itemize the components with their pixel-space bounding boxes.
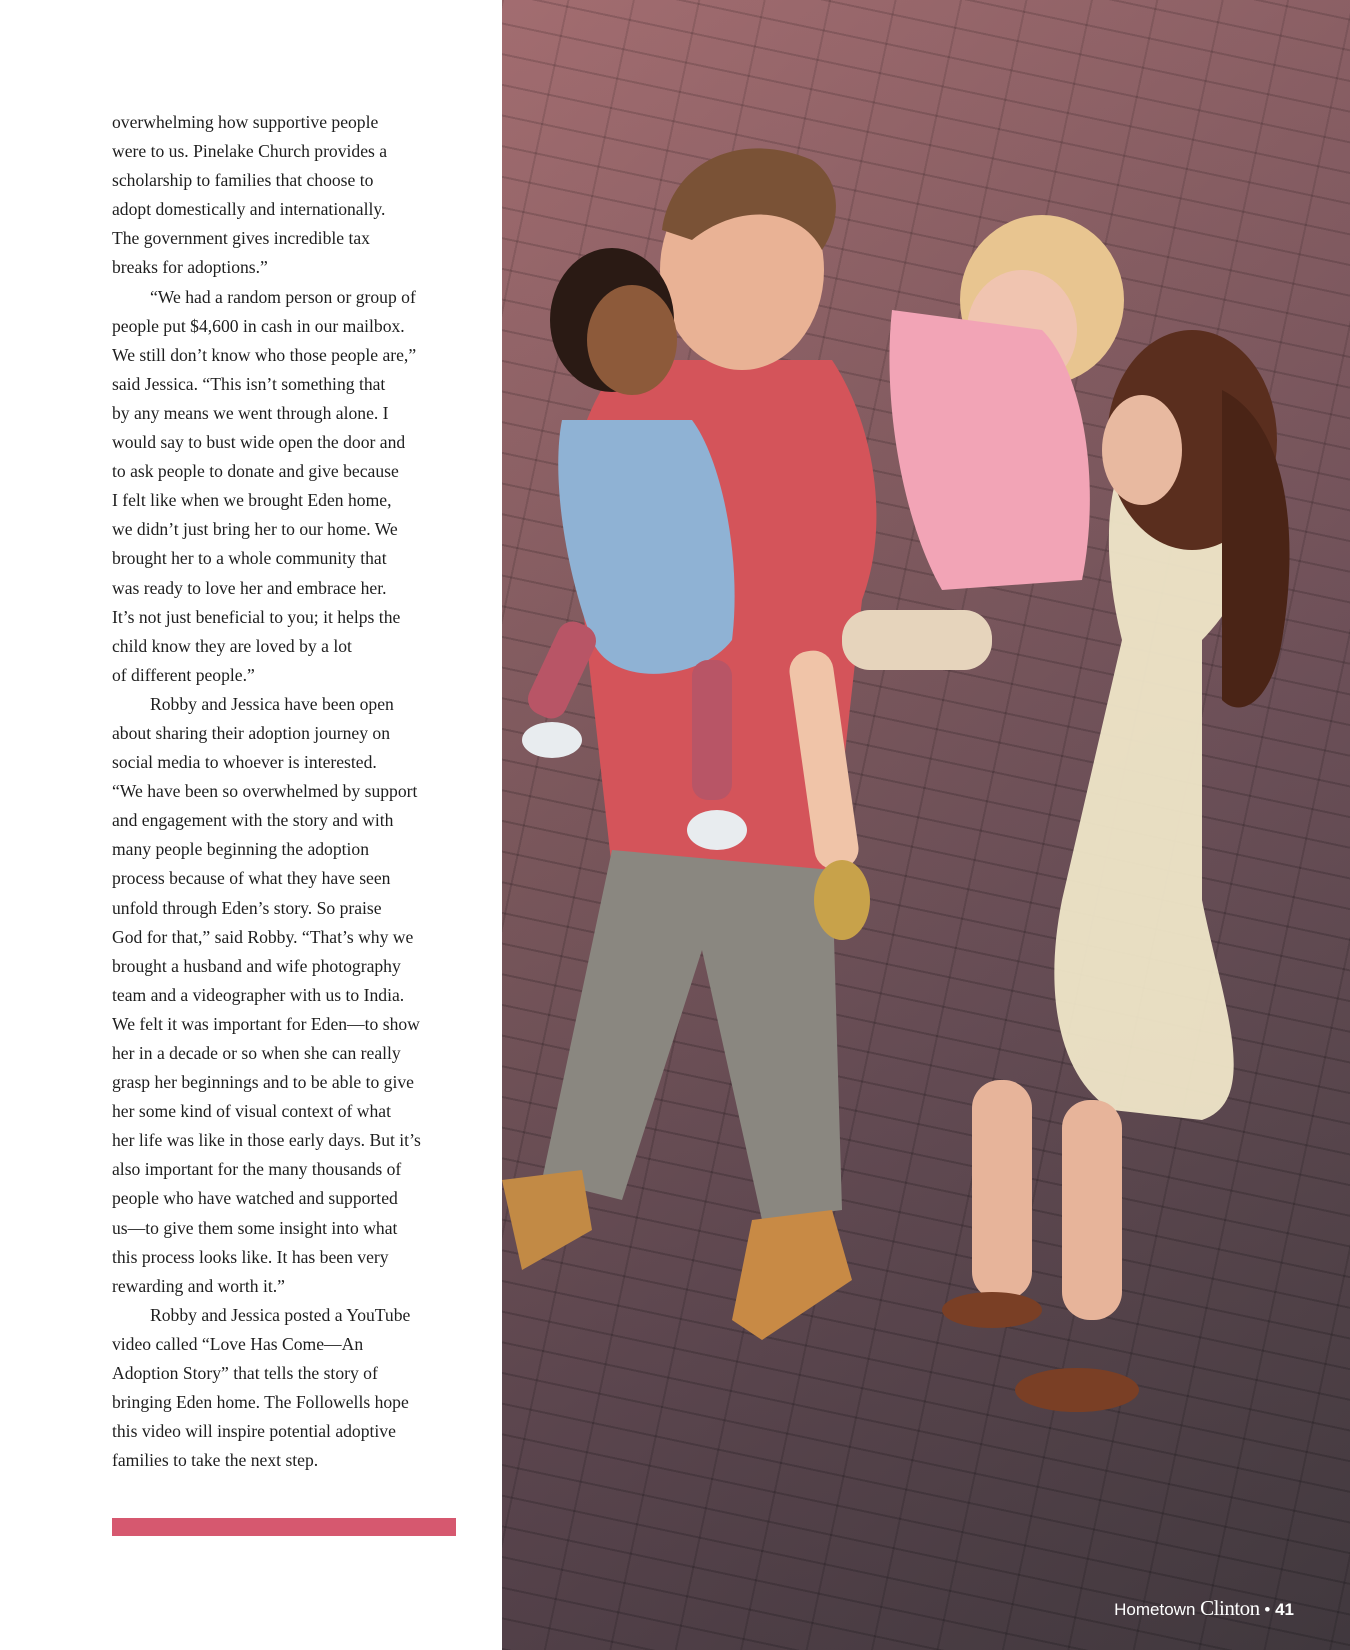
accent-rule bbox=[112, 1518, 456, 1536]
text-line: to ask people to donate and give because bbox=[112, 461, 399, 482]
text-line: We felt it was important for Eden—to show bbox=[112, 1013, 420, 1034]
text-line: “We had a random person or group of bbox=[150, 286, 416, 307]
text-line: said Jessica. “This isn’t something that bbox=[112, 373, 386, 394]
text-line: people who have watched and supported bbox=[112, 1188, 398, 1209]
text-line: this process looks like. It has been very bbox=[112, 1246, 389, 1267]
article-paragraph bbox=[112, 283, 462, 690]
text-line: of different people.” bbox=[112, 664, 255, 685]
text-line: us—to give them some insight into what bbox=[112, 1217, 398, 1238]
text-line: was ready to love her and embrace her. bbox=[112, 577, 387, 598]
text-line: rewarding and worth it.” bbox=[112, 1275, 285, 1296]
text-line: bringing Eden home. The Followells hope bbox=[112, 1392, 409, 1413]
page-number: 41 bbox=[1275, 1600, 1294, 1619]
text-line: her some kind of visual context of what bbox=[112, 1101, 391, 1122]
text-line: social media to whoever is interested. bbox=[112, 752, 377, 773]
text-line: scholarship to families that choose to bbox=[112, 170, 374, 191]
family-photo-illustration bbox=[502, 0, 1350, 1650]
text-line: child know they are loved by a lot bbox=[112, 635, 352, 656]
text-line: unfold through Eden’s story. So praise bbox=[112, 897, 382, 918]
text-line: It’s not just beneficial to you; it helps the bbox=[112, 606, 401, 627]
text-line: adopt domestically and internationally. bbox=[112, 199, 386, 220]
folio-brand-small: Hometown bbox=[1114, 1600, 1196, 1619]
text-line: grasp her beginnings and to be able to give bbox=[112, 1072, 414, 1093]
text-line: we didn’t just bring her to our home. We bbox=[112, 519, 398, 540]
text-line: overwhelming how supportive people bbox=[112, 112, 379, 132]
text-line: process because of what they have seen bbox=[112, 868, 391, 889]
text-line: The government gives incredible tax bbox=[112, 228, 370, 249]
text-line: her life was like in those early days. But it’s bbox=[112, 1130, 421, 1151]
text-line: breaks for adoptions.” bbox=[112, 257, 268, 278]
text-line: this video will inspire potential adoptive bbox=[112, 1421, 396, 1442]
text-line: were to us. Pinelake Church provides a bbox=[112, 141, 388, 162]
text-line: also important for the many thousands of bbox=[112, 1159, 402, 1180]
text-line: about sharing their adoption journey on bbox=[112, 722, 391, 743]
family-photo bbox=[502, 0, 1350, 1650]
page-folio bbox=[1114, 1596, 1294, 1621]
text-line: We still don’t know who those people are,” bbox=[112, 344, 417, 365]
text-line: many people beginning the adoption bbox=[112, 839, 370, 860]
folio-brand-large: Clinton bbox=[1200, 1596, 1260, 1620]
text-line: I felt like when we brought Eden home, bbox=[112, 490, 392, 511]
article-paragraph bbox=[112, 1301, 462, 1476]
text-line: video called “Love Has Come—An bbox=[112, 1333, 364, 1354]
text-line: families to take the next step. bbox=[112, 1450, 319, 1471]
article-paragraph bbox=[112, 690, 462, 1301]
text-line: brought a husband and wife photography bbox=[112, 955, 401, 976]
text-line: Adoption Story” that tells the story of bbox=[112, 1363, 378, 1384]
folio-separator: • bbox=[1264, 1600, 1271, 1619]
text-line: would say to bust wide open the door and bbox=[112, 432, 406, 453]
article-body-column bbox=[112, 108, 462, 1475]
article-paragraph bbox=[112, 108, 462, 283]
text-line: team and a videographer with us to India. bbox=[112, 984, 405, 1005]
text-line: Robby and Jessica have been open bbox=[150, 693, 394, 714]
text-line: God for that,” said Robby. “That’s why we bbox=[112, 926, 414, 947]
text-line: Robby and Jessica posted a YouTube bbox=[150, 1304, 411, 1325]
text-line: people put $4,600 in cash in our mailbox. bbox=[112, 315, 405, 336]
text-line: and engagement with the story and with bbox=[112, 810, 394, 831]
text-line: her in a decade or so when she can really bbox=[112, 1043, 401, 1063]
text-line: by any means we went through alone. I bbox=[112, 402, 389, 423]
text-line: brought her to a whole community that bbox=[112, 548, 387, 569]
text-line: “We have been so overwhelmed by support bbox=[112, 781, 418, 802]
